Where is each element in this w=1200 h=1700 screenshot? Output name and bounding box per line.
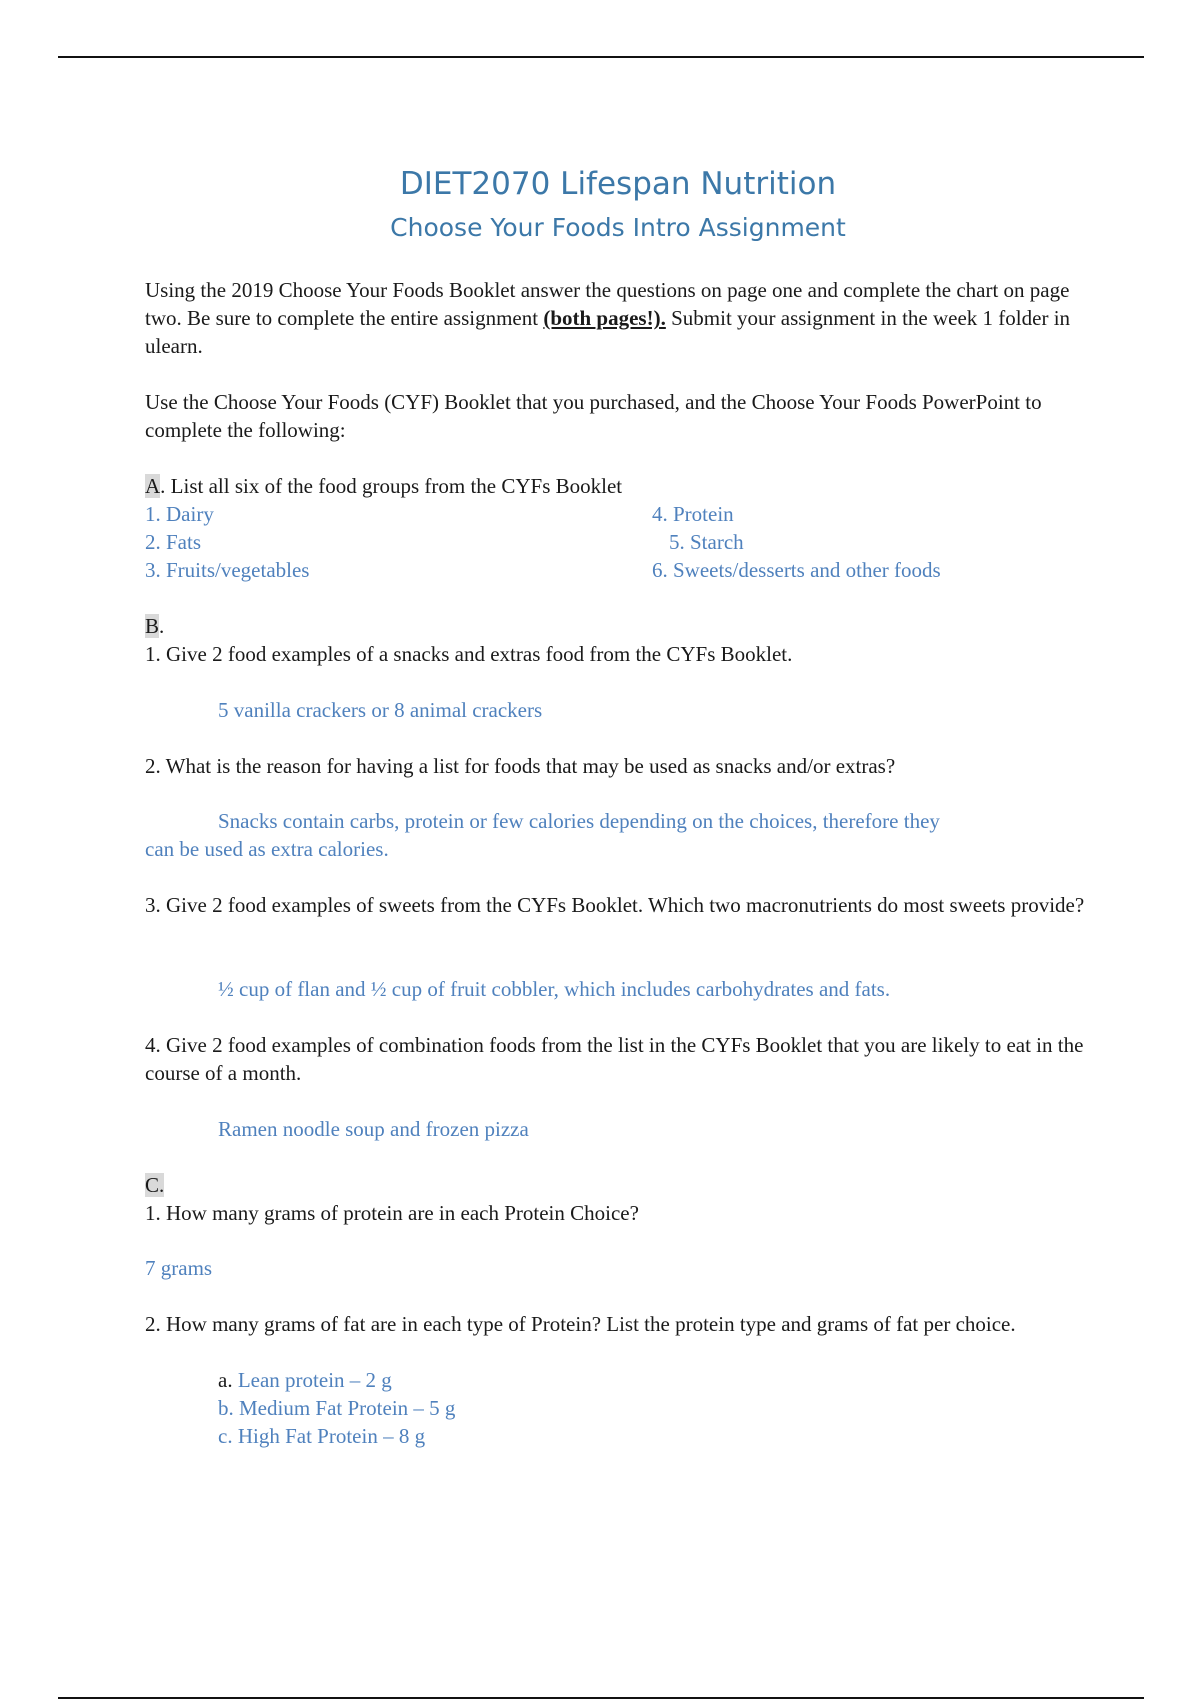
fat-list-text: Lean protein – 2 g	[237, 1368, 392, 1392]
section-c-label: C.	[145, 1173, 165, 1197]
question-c1: 1. How many grams of protein are in each Protein Choice?	[145, 1201, 639, 1225]
bottom-rule	[58, 1697, 1144, 1699]
page-title: DIET2070 Lifespan Nutrition	[399, 166, 837, 202]
answer-b2-line2: can be used as extra calories.	[145, 837, 389, 861]
instructions-paragraph: Use the Choose Your Foods (CYF) Booklet that you purchased, and the Choose Your Foods PowerPoint to complete the following:	[145, 390, 1042, 442]
answer-b1: 5 vanilla crackers or 8 animal crackers	[218, 698, 543, 722]
section-a-heading	[145, 472, 1085, 500]
section-a-label: A	[145, 474, 161, 498]
fat-list-item	[218, 1394, 1158, 1422]
top-rule	[58, 56, 1144, 58]
fat-list-marker: a.	[218, 1368, 238, 1392]
food-group-item: 5. Starch	[669, 530, 744, 554]
section-c-heading	[145, 1171, 1085, 1199]
question-b4: 4. Give 2 food examples of combination foods from the list in the CYFs Booklet that you are likely to eat in the course of a month.	[145, 1033, 1084, 1085]
food-group-item: 1. Dairy	[145, 502, 214, 526]
food-group-list-left	[145, 500, 309, 584]
section-a-prompt: . List all six of the food groups from the CYFs Booklet	[160, 474, 623, 498]
fat-list-text: High Fat Protein – 8 g	[237, 1424, 426, 1448]
intro-text-a: Using the 2019 Choose Your Foods Booklet answer the questions on page one and complete the chart on page two. Be sure to complete the entire assignment	[145, 278, 1070, 330]
intro-paragraph	[145, 276, 1085, 360]
fat-list-item	[218, 1422, 1158, 1450]
fat-list-marker: b.	[218, 1396, 239, 1420]
question-b2: 2. What is the reason for having a list for foods that may be used as snacks and/or extras?	[145, 754, 896, 778]
intro-text-b: Submit your assignment in the week 1 folder in ulearn.	[145, 306, 1071, 358]
answer-b4: Ramen noodle soup and frozen pizza	[218, 1117, 529, 1141]
fat-list-item	[218, 1366, 1158, 1394]
answer-b2-line1: Snacks contain carbs, protein or few calories depending on the choices, therefore they	[218, 809, 940, 833]
answer-c1: 7 grams	[145, 1256, 213, 1280]
question-c2: 2. How many grams of fat are in each type of Protein? List the protein type and grams of fat per choice.	[145, 1312, 1016, 1336]
fat-list-text: Medium Fat Protein – 5 g	[239, 1396, 456, 1420]
fat-list-marker: c.	[218, 1424, 238, 1448]
section-b-heading: B.	[145, 614, 165, 638]
food-group-item: 6. Sweets/desserts and other foods	[652, 558, 941, 582]
question-b3: 3. Give 2 food examples of sweets from the CYFs Booklet. Which two macronutrients do most sweets provide?	[145, 893, 1085, 917]
food-group-item: 4. Protein	[652, 502, 734, 526]
page-subtitle: Choose Your Foods Intro Assignment	[390, 213, 846, 242]
question-b1: 1. Give 2 food examples of a snacks and extras food from the CYFs Booklet.	[145, 642, 793, 666]
intro-bold-note: (both pages!).	[543, 306, 666, 330]
section-b-label: B	[145, 614, 160, 638]
food-group-list-right	[652, 500, 941, 584]
food-group-item: 3. Fruits/vegetables	[145, 558, 310, 582]
answer-b3: ½ cup of flan and ½ cup of fruit cobbler, which includes carbohydrates and fats.	[218, 977, 891, 1001]
food-group-item: 2. Fats	[145, 530, 202, 554]
